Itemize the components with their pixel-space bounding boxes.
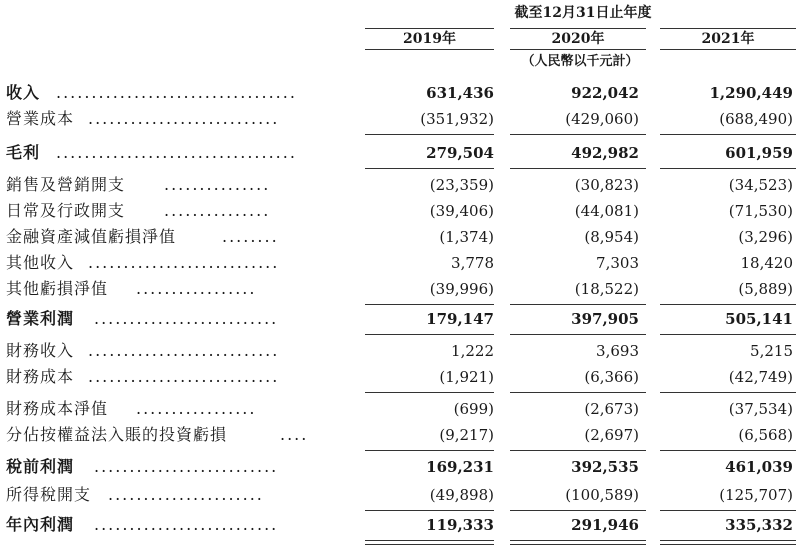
subtotal-rule: [660, 168, 796, 169]
row-label: 年內利潤: [6, 515, 75, 534]
table-row-admin-expenses: [0, 198, 796, 224]
table-row-impairment-losses: [0, 224, 796, 250]
subtotal-rule: [510, 510, 646, 511]
value-2020: 492,982: [571, 144, 639, 162]
table-row-income-tax: [0, 482, 796, 508]
value-2020: (2,697): [584, 426, 639, 444]
row-label: 分佔按權益法入賬的投資虧損: [6, 425, 228, 444]
leader-dots: ..................................: [56, 143, 297, 162]
value-2020: 3,693: [596, 342, 639, 360]
subtotal-rule: [510, 304, 646, 305]
value-2021: (71,530): [728, 202, 793, 220]
value-2021: 461,039: [725, 458, 793, 476]
value-2019: (1,921): [439, 368, 494, 386]
leader-dots: ...........................: [88, 109, 280, 128]
table-row-profit-before-tax: [0, 454, 796, 480]
value-2021: 601,959: [725, 144, 793, 162]
value-2019: (23,359): [429, 176, 494, 194]
value-2020: 291,946: [571, 516, 639, 534]
value-2020: (18,522): [574, 280, 639, 298]
leader-dots: ..........................: [94, 309, 279, 328]
leader-dots: .................: [136, 279, 257, 298]
leader-dots: ..................................: [56, 83, 297, 102]
value-2019: 119,333: [426, 516, 494, 534]
total-double-rule: [365, 540, 494, 541]
leader-dots: ......................: [108, 485, 264, 504]
table-row-finance-income: [0, 338, 796, 364]
value-2019: 1,222: [451, 342, 494, 360]
value-2019: (1,374): [439, 228, 494, 246]
value-2021: 1,290,449: [709, 84, 793, 102]
subtotal-rule: [660, 134, 796, 135]
value-2021: (3,296): [738, 228, 793, 246]
subtotal-rule: [510, 392, 646, 393]
row-label: 收入: [6, 83, 41, 102]
value-2019: 631,436: [426, 84, 494, 102]
value-2020: (30,823): [574, 176, 639, 194]
row-label: 稅前利潤: [6, 457, 75, 476]
table-row-selling-expenses: [0, 172, 796, 198]
value-2021: (37,534): [728, 400, 793, 418]
value-2021: (42,749): [728, 368, 793, 386]
subtotal-rule: [510, 134, 646, 135]
value-2019: 179,147: [426, 310, 494, 328]
table-row-finance-costs: [0, 364, 796, 390]
leader-dots: .................: [136, 399, 257, 418]
value-2020: (6,366): [584, 368, 639, 386]
value-2021: (34,523): [728, 176, 793, 194]
value-2021: 505,141: [725, 310, 793, 328]
row-label: 營業成本: [6, 109, 75, 128]
table-row-revenue: [0, 80, 796, 106]
table-row-profit-for-year: [0, 512, 796, 538]
value-2021: 335,332: [725, 516, 793, 534]
leader-dots: ........: [222, 227, 279, 246]
subtotal-rule: [510, 334, 646, 335]
value-2021: 18,420: [740, 254, 793, 272]
row-label: 財務成本: [6, 367, 75, 386]
subtotal-rule: [510, 450, 646, 451]
value-2019: (351,932): [420, 110, 494, 128]
row-label: 其他收入: [6, 253, 75, 272]
value-2021: 5,215: [750, 342, 793, 360]
value-2019: (9,217): [439, 426, 494, 444]
row-label: 財務收入: [6, 341, 75, 360]
value-2020: (100,589): [565, 486, 639, 504]
subtotal-rule: [365, 304, 494, 305]
row-label: 日常及行政開支: [6, 201, 126, 220]
table-row-operating-profit: [0, 306, 796, 332]
leader-dots: ...............: [164, 175, 271, 194]
total-double-rule: [365, 544, 494, 545]
table-row-other-income: [0, 250, 796, 276]
value-2020: (429,060): [565, 110, 639, 128]
value-2021: (125,707): [719, 486, 793, 504]
subtotal-rule: [365, 168, 494, 169]
table-row-other-losses: [0, 276, 796, 302]
subtotal-rule: [660, 392, 796, 393]
subtotal-rule: [510, 168, 646, 169]
leader-dots: ..........................: [94, 457, 279, 476]
period-header: 截至12月31日止年度: [514, 5, 652, 21]
leader-dots: ....: [280, 425, 309, 444]
subtotal-rule: [660, 334, 796, 335]
value-2021: (6,568): [738, 426, 793, 444]
row-label: 所得稅開支: [6, 485, 92, 504]
value-2020: (44,081): [574, 202, 639, 220]
row-label: 毛利: [6, 143, 41, 162]
total-double-rule: [660, 540, 796, 541]
value-2020: (8,954): [584, 228, 639, 246]
value-2019: 3,778: [451, 254, 494, 272]
row-label: 銷售及營銷開支: [6, 175, 126, 194]
row-label: 財務成本淨值: [6, 399, 109, 418]
row-label: 金融資產減值虧損淨值: [6, 227, 177, 246]
total-double-rule: [510, 540, 646, 541]
leader-dots: ..........................: [94, 515, 279, 534]
table-row-share-of-losses: [0, 422, 796, 448]
value-2020: 7,303: [596, 254, 639, 272]
value-2021: (688,490): [719, 110, 793, 128]
table-row-net-finance-costs: [0, 396, 796, 422]
currency-note: （人民幣以千元計）: [521, 54, 639, 69]
value-2021: (5,889): [738, 280, 793, 298]
total-double-rule: [510, 544, 646, 545]
table-row-gross-profit: [0, 140, 796, 166]
subtotal-rule: [660, 304, 796, 305]
year-header-2019: 2019年: [365, 28, 494, 50]
subtotal-rule: [660, 450, 796, 451]
subtotal-rule: [365, 450, 494, 451]
value-2020: (2,673): [584, 400, 639, 418]
value-2020: 397,905: [571, 310, 639, 328]
table-row-cost-of-sales: [0, 106, 796, 132]
row-label: 營業利潤: [6, 309, 75, 328]
leader-dots: ...........................: [88, 341, 280, 360]
subtotal-rule: [365, 392, 494, 393]
value-2019: 169,231: [426, 458, 494, 476]
subtotal-rule: [365, 334, 494, 335]
total-double-rule: [660, 544, 796, 545]
row-label: 其他虧損淨值: [6, 279, 109, 298]
value-2020: 922,042: [571, 84, 639, 102]
subtotal-rule: [365, 510, 494, 511]
leader-dots: ...........................: [88, 253, 280, 272]
leader-dots: ...........................: [88, 367, 280, 386]
year-header-2020: 2020年: [510, 28, 646, 50]
value-2019: (39,406): [429, 202, 494, 220]
leader-dots: ...............: [164, 201, 271, 220]
value-2020: 392,535: [571, 458, 639, 476]
year-header-2021: 2021年: [660, 28, 796, 50]
value-2019: 279,504: [426, 144, 494, 162]
subtotal-rule: [365, 134, 494, 135]
value-2019: (699): [453, 400, 494, 418]
subtotal-rule: [660, 510, 796, 511]
value-2019: (39,996): [429, 280, 494, 298]
value-2019: (49,898): [429, 486, 494, 504]
